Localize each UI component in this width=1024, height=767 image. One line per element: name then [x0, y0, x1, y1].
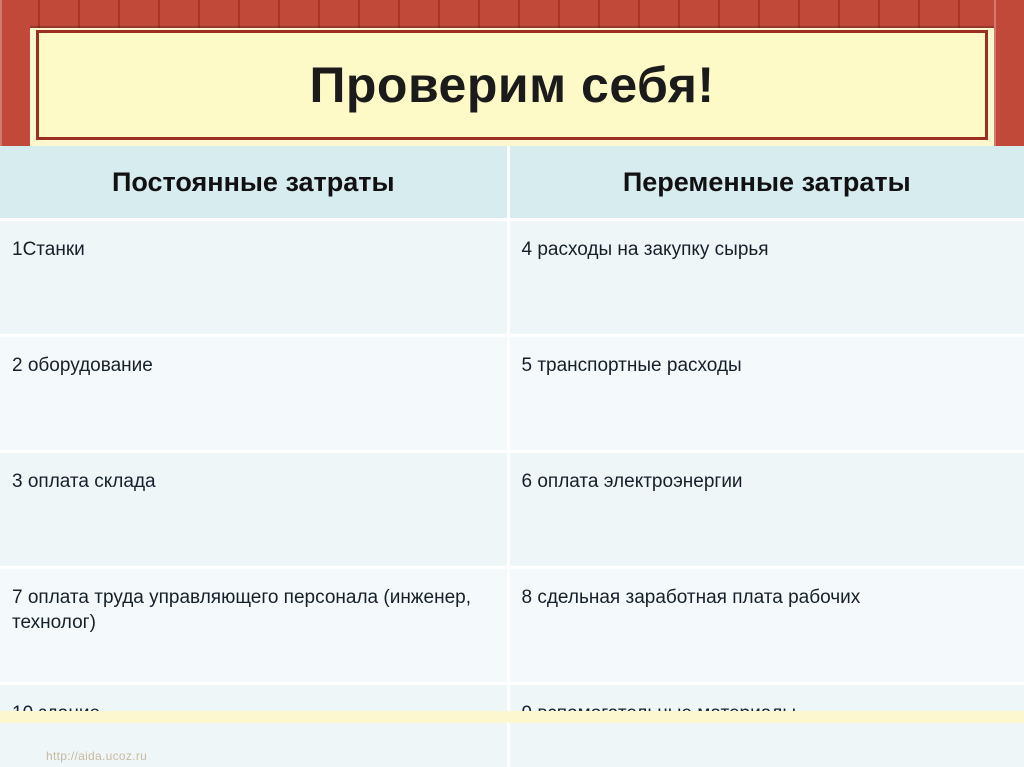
cell-fixed-cost: 2 оборудование: [0, 336, 508, 452]
cell-variable-cost: 5 транспортные расходы: [508, 336, 1024, 452]
table-row: [0, 336, 1024, 452]
bottom-strip: [0, 711, 1024, 723]
table-row: [0, 568, 1024, 684]
watermark: http://aida.ucoz.ru: [46, 749, 148, 763]
cell-fixed-cost: 7 оплата труда управляющего персонала (инженер, технолог): [0, 568, 508, 684]
cell-variable-cost: 4 расходы на закупку сырья: [508, 220, 1024, 336]
table-row: [0, 452, 1024, 568]
decorative-border-top: [0, 0, 1024, 28]
cell-variable-cost: [508, 684, 1024, 767]
table-row: [0, 220, 1024, 336]
cell-variable-cost: 8 сдельная заработная плата рабочих: [508, 568, 1024, 684]
table-row: [0, 684, 1024, 767]
cell-fixed-cost: 3 оплата склада: [0, 452, 508, 568]
cell-variable-cost: 6 оплата электроэнергии: [508, 452, 1024, 568]
cell-fixed-cost: 1Станки: [0, 220, 508, 336]
column-header-fixed-costs: Постоянные затраты: [0, 146, 508, 220]
title-box: [36, 30, 988, 140]
cost-comparison-table: [0, 146, 1024, 767]
page-title: Проверим себя!: [309, 57, 715, 113]
table-header-row: [0, 146, 1024, 220]
column-header-variable-costs: Переменные затраты: [508, 146, 1024, 220]
